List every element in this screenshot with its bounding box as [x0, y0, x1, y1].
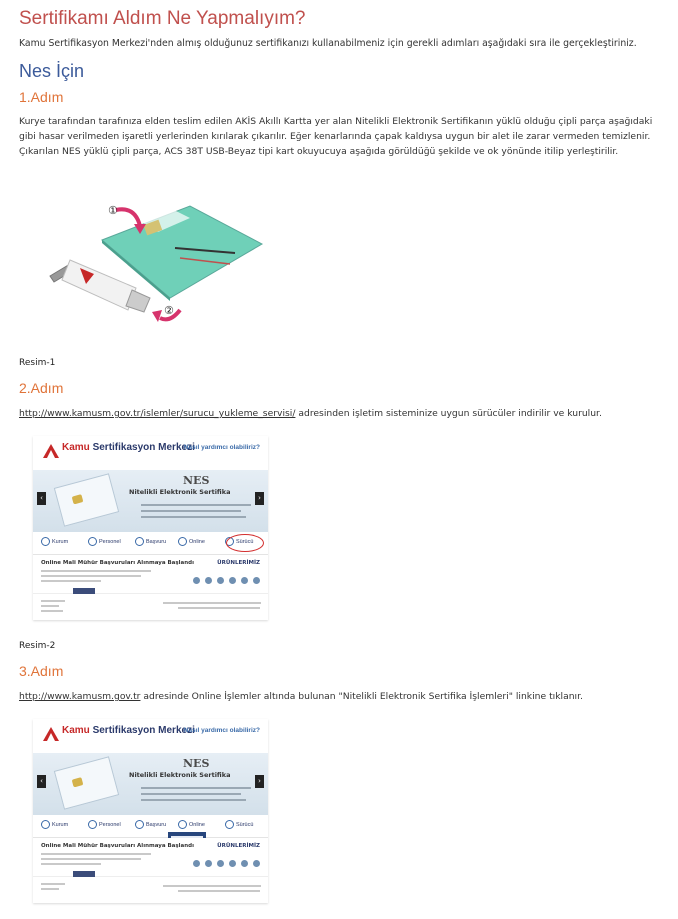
- kamusm-screenshot-2: [33, 719, 268, 903]
- card-icon: [54, 756, 119, 809]
- arrow-1-icon: [116, 209, 140, 226]
- caption-1: Resim-1: [19, 358, 56, 368]
- nes-subheading: Nitelikli Elektronik Sertifika: [129, 488, 231, 496]
- step-3-heading: 3.Adım: [19, 663, 64, 679]
- nav-basvuru[interactable]: Başvuru: [135, 820, 166, 829]
- caption-2: Resim-2: [19, 641, 56, 651]
- kamusm-screenshot-1: [33, 436, 268, 620]
- nav-kurum[interactable]: Kurum: [41, 537, 68, 546]
- nav-personel[interactable]: Personel: [88, 820, 121, 829]
- slider-prev-button[interactable]: ‹: [37, 492, 46, 505]
- card-reader-image: [40, 198, 265, 333]
- nes-heading: NES: [183, 757, 210, 770]
- step-3-rest: adresinde Online İşlemler altında bulunan "Nitelikli Elektronik Sertifika İşlemleri" linkine tıklanır.: [140, 691, 583, 702]
- nav-basvuru[interactable]: Başvuru: [135, 537, 166, 546]
- nav-online[interactable]: Online: [178, 537, 205, 546]
- news-title: Online Mali Mühür Başvuruları Alınmaya Başlandı: [41, 843, 194, 849]
- brand-name: Kamu Sertifikasyon Merkezi: [62, 442, 195, 453]
- slider-prev-button[interactable]: ‹: [37, 775, 46, 788]
- section-title: Nes İçin: [19, 61, 85, 81]
- nes-heading: NES: [183, 474, 210, 487]
- kamusm-link[interactable]: http://www.kamusm.gov.tr: [19, 691, 141, 702]
- step-1-text: Kurye tarafından tarafınıza elden teslim edilen AKİS Akıllı Kartta yer alan Nitelikli Elektronik Sertifikanın yüklü olduğu çipli parça aşağıdaki gibi hasar verilmeden işaretli yerlerinden kırılarak çıkarılır. Eğer kenarlarında çapak kaldıysa uygun bir alet ile zarar vermeden temizlenir. Çıkarılan NES yüklü çipli parça, ACS 38T USB-Beyaz tipi kart okuyucuya aşağıda görüldüğü şekilde ve ok yönünde itilip yerleştirilir.: [19, 116, 653, 157]
- slider-next-button[interactable]: ›: [255, 775, 264, 788]
- brand-name: Kamu Sertifikasyon Merkezi: [62, 725, 195, 736]
- nav-kurum[interactable]: Kurum: [41, 820, 68, 829]
- intro-text: Kamu Sertifikasyon Merkezi'nden almış olduğunuz sertifikanızı kullanabilmeniz için gerekli adımları aşağıdaki sıra ile gerçekleştiriniz.: [19, 38, 637, 49]
- image-label-1: ①: [108, 204, 118, 217]
- nav-online[interactable]: Online: [178, 820, 205, 829]
- products-heading: ÜRÜNLERİMİZ: [217, 560, 260, 566]
- help-text: Nasıl yardımcı olabiliriz?: [183, 444, 260, 451]
- step-2-text: [19, 406, 659, 421]
- nes-subheading: Nitelikli Elektronik Sertifika: [129, 771, 231, 779]
- page-title: Sertifikamı Aldım Ne Yapmalıyım?: [19, 8, 306, 29]
- news-title: Online Mali Mühür Başvuruları Alınmaya Başlandı: [41, 560, 194, 566]
- card-icon: [54, 473, 119, 526]
- nav-surucu[interactable]: Sürücü: [225, 537, 253, 546]
- kamusm-logo-icon: [43, 444, 59, 458]
- nav-surucu[interactable]: Sürücü: [225, 820, 253, 829]
- step-3-text: [19, 689, 659, 704]
- help-text: Nasıl yardımcı olabiliriz?: [183, 727, 260, 734]
- step-2-rest: adresinden işletim sisteminize uygun sürücüler indirilir ve kurulur.: [295, 408, 602, 419]
- step-2-heading: 2.Adım: [19, 380, 64, 396]
- driver-link[interactable]: http://www.kamusm.gov.tr/islemler/surucu_yukleme_servisi/: [19, 408, 296, 419]
- highlight-circle: [226, 534, 264, 552]
- products-heading: ÜRÜNLERİMİZ: [217, 843, 260, 849]
- image-label-2: ②: [164, 304, 174, 317]
- nav-personel[interactable]: Personel: [88, 537, 121, 546]
- step-1-heading: 1.Adım: [19, 89, 64, 105]
- slider-next-button[interactable]: ›: [255, 492, 264, 505]
- kamusm-logo-icon: [43, 727, 59, 741]
